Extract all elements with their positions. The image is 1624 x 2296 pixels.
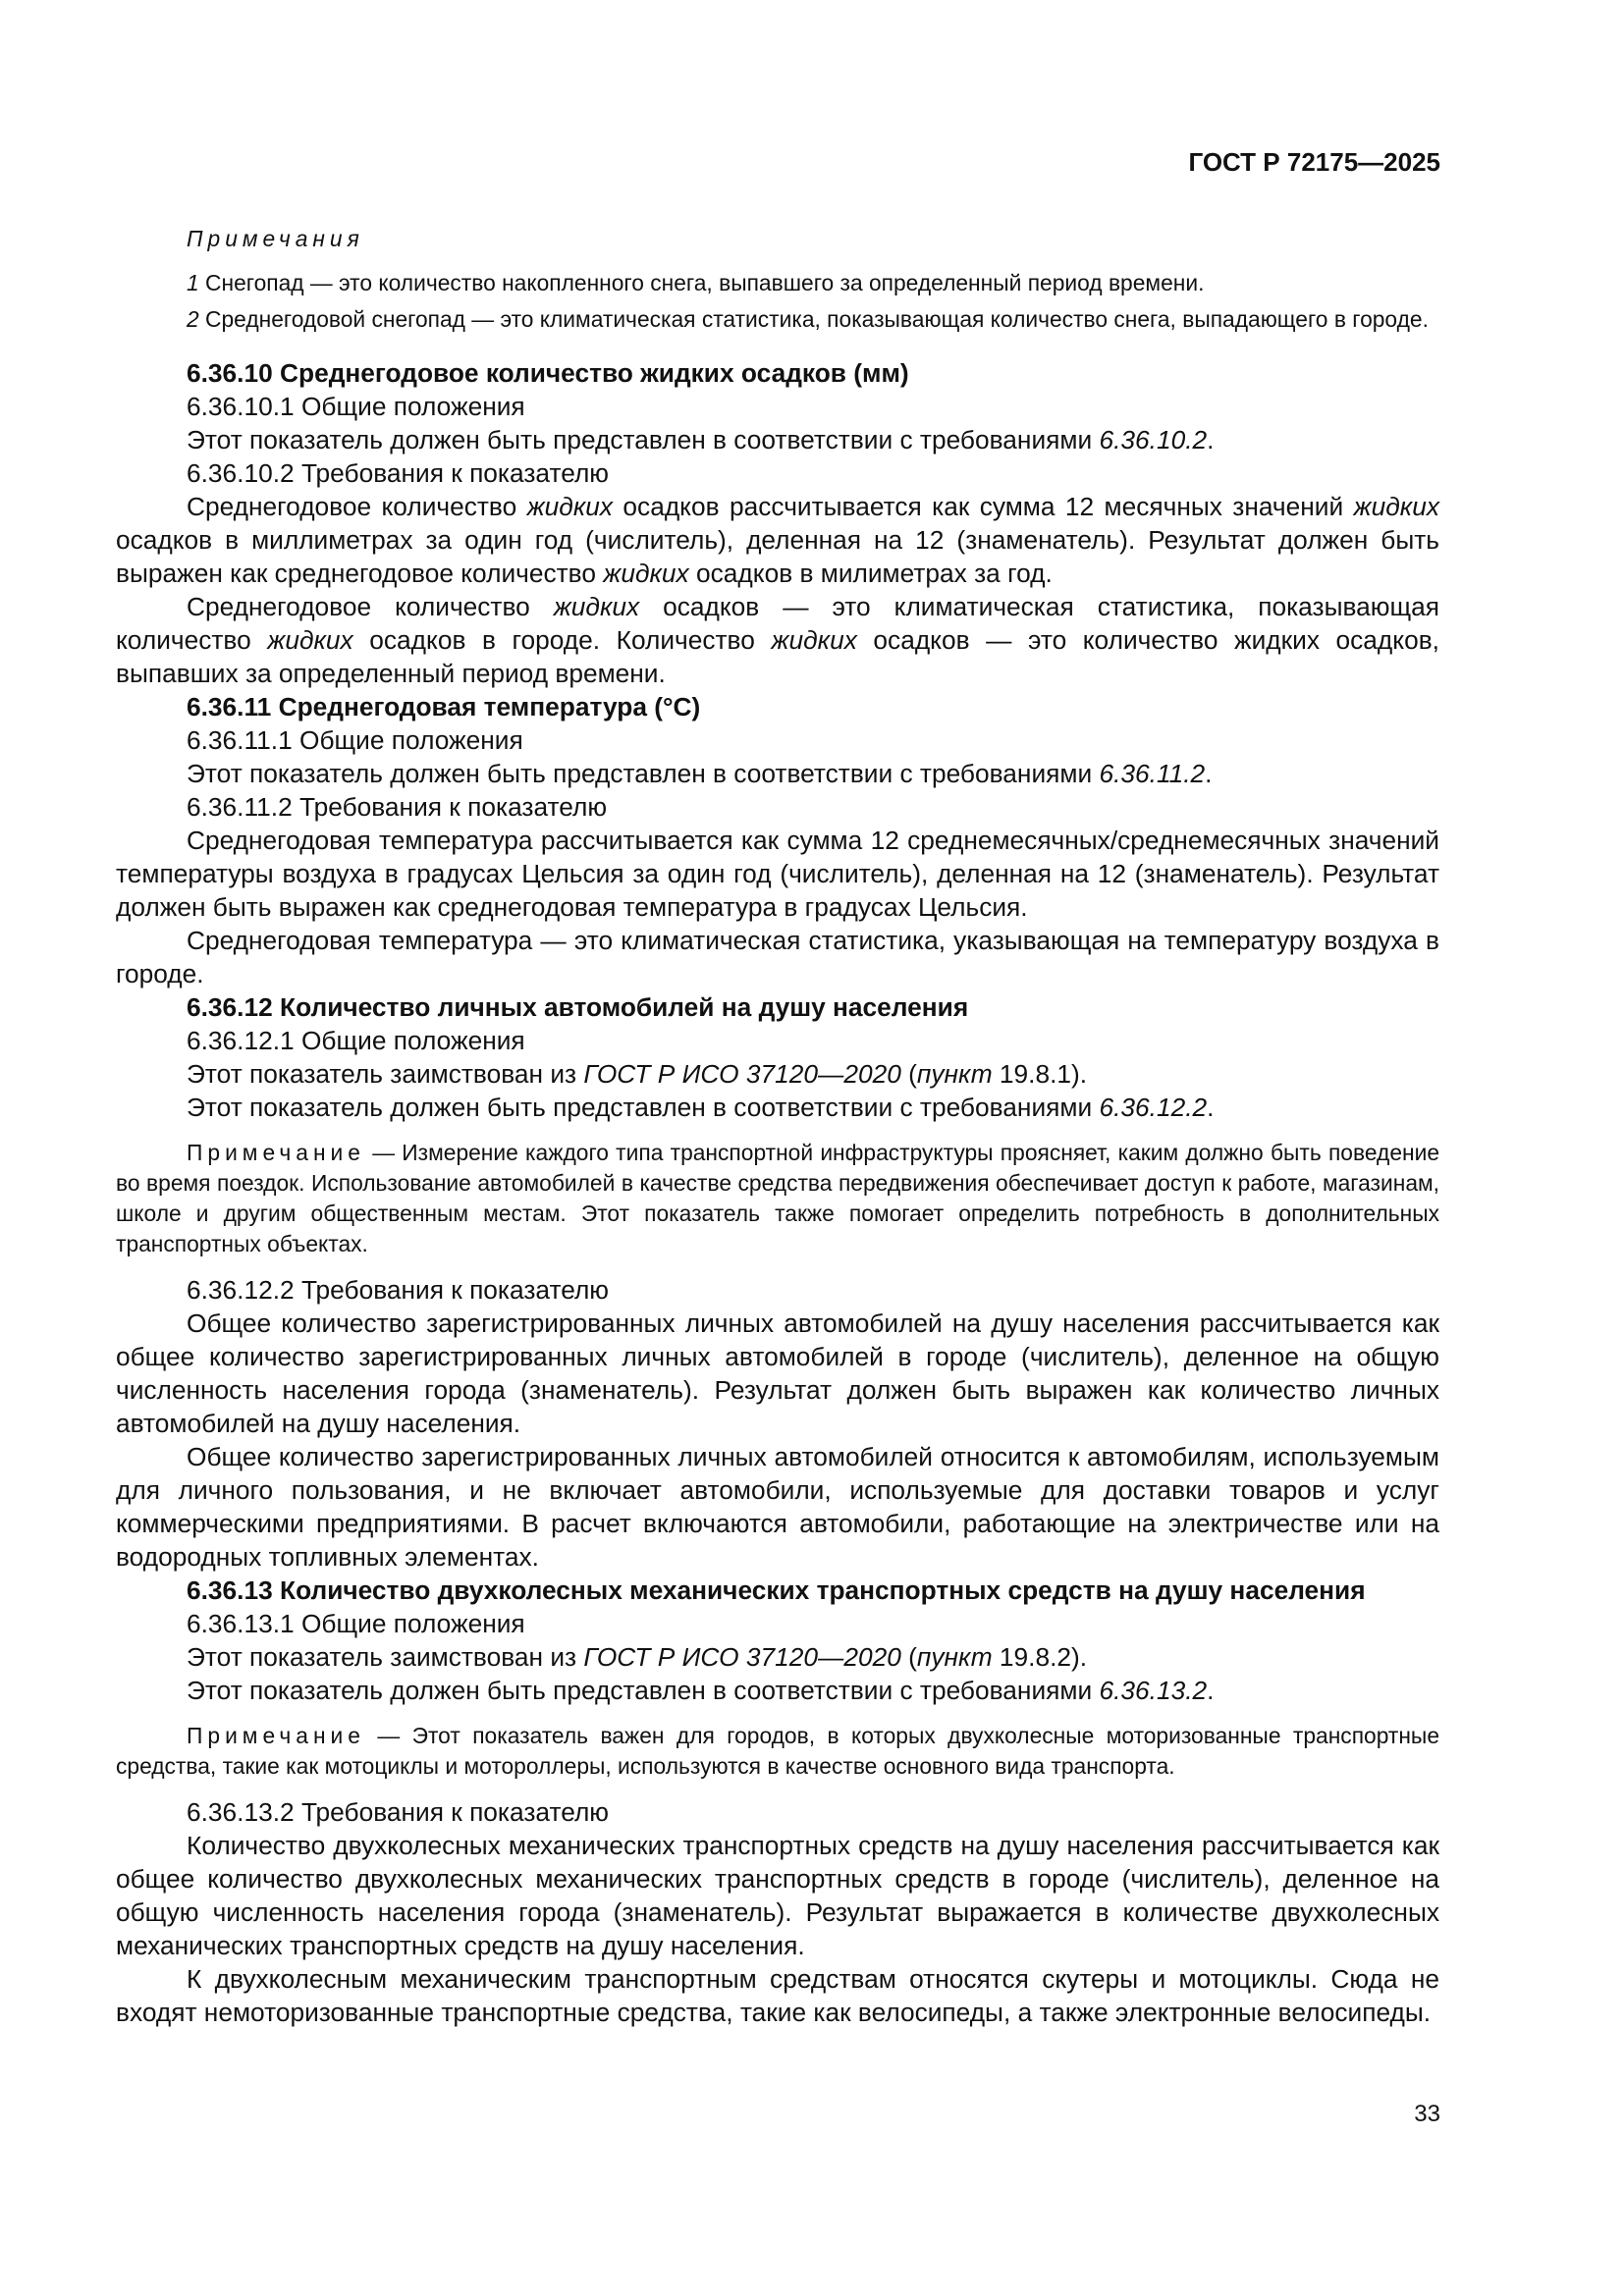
- note-6-36-12: Примечание — Измерение каждого типа транспортной инфраструктуры проясняет, каким должно быть поведение во время поездок. Использование автомобилей в качестве средства передвижения обеспечивает доступ к работе, магазинам, школе и другим общественным местам. Этот показатель также помогает определить потребность в дополнительных транспортных объектах.: [116, 1140, 1439, 1256]
- document-body: [116, 224, 1439, 2029]
- subsection-6-36-12-1: 6.36.12.1 Общие положения: [187, 1026, 525, 1055]
- paragraph: Этот показатель заимствован из ГОСТ Р ИСО 37120—2020 (пункт 19.8.1).: [187, 1059, 1088, 1089]
- subsection-6-36-11-2: 6.36.11.2 Требования к показателю: [187, 792, 608, 822]
- paragraph: Среднегодовое количество жидких осадков — это климатическая статистика, показывающая количество жидких осадков в городе. Количество жидких осадков — это количество жидких осадков, выпавших за определенный период времени.: [116, 592, 1439, 688]
- paragraph: Этот показатель должен быть представлен в соответствии с требованиями 6.36.13.2.: [187, 1676, 1215, 1705]
- section-heading-6-36-11: 6.36.11 Среднегодовая температура (°С): [187, 692, 701, 721]
- subsection-6-36-10-2: 6.36.10.2 Требования к показателю: [187, 458, 610, 488]
- subsection-6-36-10-1: 6.36.10.1 Общие положения: [187, 392, 525, 421]
- paragraph: Этот показатель заимствован из ГОСТ Р ИСО 37120—2020 (пункт 19.8.2).: [187, 1642, 1088, 1672]
- subsection-6-36-11-1: 6.36.11.1 Общие положения: [187, 725, 523, 755]
- section-heading-6-36-13: 6.36.13 Количество двухколесных механических транспортных средств на душу населения: [187, 1575, 1366, 1605]
- paragraph: Общее количество зарегистрированных личных автомобилей на душу населения рассчитывается как общее количество зарегистрированных личных автомобилей в городе (числитель), деленное на общую численность населения города (знаменатель). Результат должен быть выражен как количество личных автомобилей на душу населения.: [116, 1308, 1439, 1438]
- paragraph: К двухколесным механическим транспортным средствам относятся скутеры и мотоциклы. Сюда не входят немоторизованные транспортные средства, такие как велосипеды, а также электронные велосипеды.: [116, 1964, 1439, 2027]
- paragraph: Этот показатель должен быть представлен в соответствии с требованиями 6.36.10.2.: [187, 425, 1215, 454]
- paragraph: Количество двухколесных механических транспортных средств на душу населения рассчитывается как общее количество двухколесных механических транспортных средств в городе (числитель), деленное на общую численность населения города (знаменатель). Результат выражается в количестве двухколесных механических транспортных средств на душу населения.: [116, 1831, 1439, 1960]
- note-2: 2 Среднегодовой снегопад — это климатическая статистика, показывающая количество снега, выпадающего в городе.: [187, 306, 1429, 332]
- section-heading-6-36-12: 6.36.12 Количество личных автомобилей на душу населения: [187, 992, 969, 1022]
- paragraph: Этот показатель должен быть представлен в соответствии с требованиями 6.36.11.2.: [187, 759, 1213, 788]
- paragraph: Среднегодовое количество жидких осадков рассчитывается как сумма 12 месячных значений жидких осадков в миллиметрах за один год (числитель), деленная на 12 (знаменатель). Результат должен быть выражен как среднегодовое количество жидких осадков в милиметрах за год.: [116, 492, 1439, 588]
- document-id-header: ГОСТ Р 72175—2025: [1188, 147, 1440, 177]
- paragraph: Среднегодовая температура — это климатическая статистика, указывающая на температуру воздуха в городе.: [116, 926, 1439, 988]
- subsection-6-36-12-2: 6.36.12.2 Требования к показателю: [187, 1275, 610, 1305]
- paragraph: Общее количество зарегистрированных личных автомобилей относится к автомобилям, используемым для личного пользования, и не включает автомобили, используемые для доставки товаров и услуг коммерческими предприятиями. В расчет включаются автомобили, работающие на электричестве или на водородных топливных элементах.: [116, 1442, 1439, 1572]
- paragraph: Среднегодовая температура рассчитывается как сумма 12 среднемесячных/среднемесячных значений температуры воздуха в градусах Цельсия за один год (числитель), деленная на 12 (знаменатель). Результат должен быть выражен как среднегодовая температура в градусах Цельсия.: [116, 826, 1439, 922]
- subsection-6-36-13-1: 6.36.13.1 Общие положения: [187, 1609, 525, 1638]
- note-6-36-13: Примечание — Этот показатель важен для городов, в которых двухколесные моторизованные транспортные средства, такие как мотоциклы и мотороллеры, используются в качестве основного вида транспорта.: [116, 1723, 1439, 1779]
- subsection-6-36-13-2: 6.36.13.2 Требования к показателю: [187, 1797, 610, 1827]
- section-heading-6-36-10: 6.36.10 Среднегодовое количество жидких осадков (мм): [187, 358, 909, 388]
- note-1: 1 Снегопад — это количество накопленного снега, выпавшего за определенный период времени.: [187, 270, 1205, 295]
- paragraph: Этот показатель должен быть представлен в соответствии с требованиями 6.36.12.2.: [187, 1093, 1215, 1122]
- notes-title: Примечания: [187, 226, 364, 251]
- page-number: 33: [1414, 2101, 1440, 2127]
